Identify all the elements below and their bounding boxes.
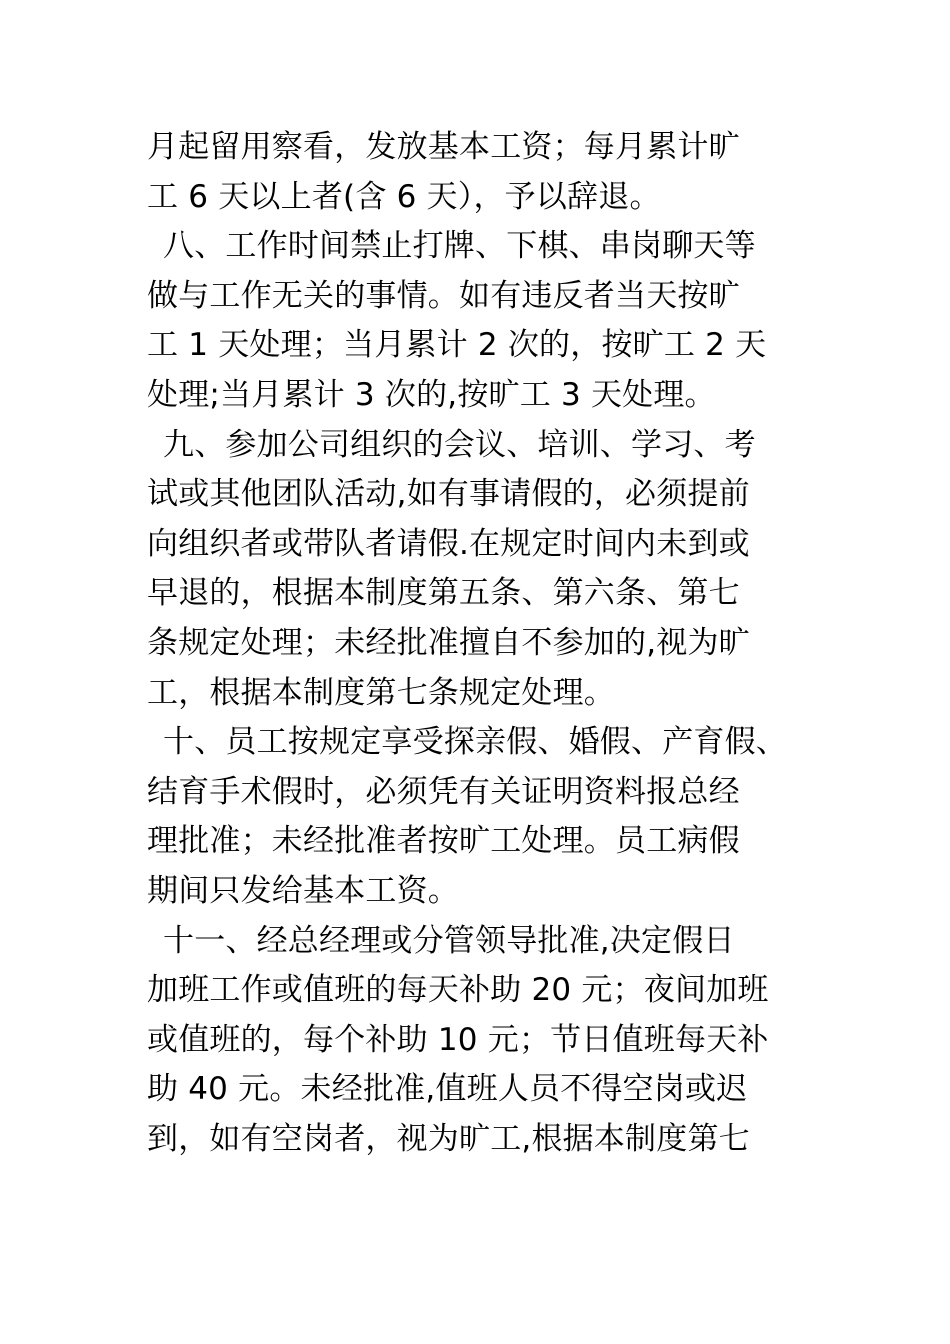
- text-line-18: 加班工作或值班的每天补助 20 元；夜间加班: [147, 972, 769, 1009]
- text-line-15: 理批准；未经批准者按旷工处理。员工病假: [147, 823, 740, 860]
- text-line-16: 期间只发给基本工资。: [147, 872, 459, 909]
- text-line-14: 结育手术假时，必须凭有关证明资料报总经: [147, 773, 740, 810]
- text-line-19: 或值班的，每个补助 10 元；节日值班每天补: [147, 1021, 769, 1058]
- clause-8-heading-line: 八、工作时间禁止打牌、下棋、串岗聊天等: [163, 228, 756, 265]
- text-line-9: 向组织者或带队者请假.在规定时间内未到或: [147, 525, 750, 562]
- text-line-12: 工，根据本制度第七条规定处理。: [147, 674, 615, 711]
- text-line-8: 试或其他团队活动,如有事请假的，必须提前: [147, 476, 750, 513]
- clause-11-heading-line: 十一、经总经理或分管领导批准,决定假日: [163, 922, 735, 959]
- text-line-5: 工 1 天处理；当月累计 2 次的，按旷工 2 天: [147, 327, 767, 364]
- document-body: [147, 123, 827, 1164]
- text-line-10: 早退的，根据本制度第五条、第六条、第七: [147, 575, 740, 612]
- text-line-11: 条规定处理；未经批准擅自不参加的,视为旷: [147, 624, 750, 661]
- text-line-4: 做与工作无关的事情。如有违反者当天按旷: [147, 277, 740, 314]
- clause-10-heading-line: 十、员工按规定享受探亲假、婚假、产育假、: [163, 724, 787, 761]
- text-line-1: 月起留用察看，发放基本工资；每月累计旷: [147, 129, 740, 165]
- clause-9-heading-line: 九、参加公司组织的会议、培训、学习、考: [163, 426, 756, 463]
- text-line-2: 工 6 天以上者(含 6 天），予以辞退。: [147, 178, 661, 215]
- text-line-21: 到，如有空岗者，视为旷工,根据本制度第七: [147, 1120, 750, 1157]
- text-line-6: 处理;当月累计 3 次的,按旷工 3 天处理。: [147, 376, 716, 413]
- text-line-20: 助 40 元。未经批准,值班人员不得空岗或迟: [147, 1071, 748, 1108]
